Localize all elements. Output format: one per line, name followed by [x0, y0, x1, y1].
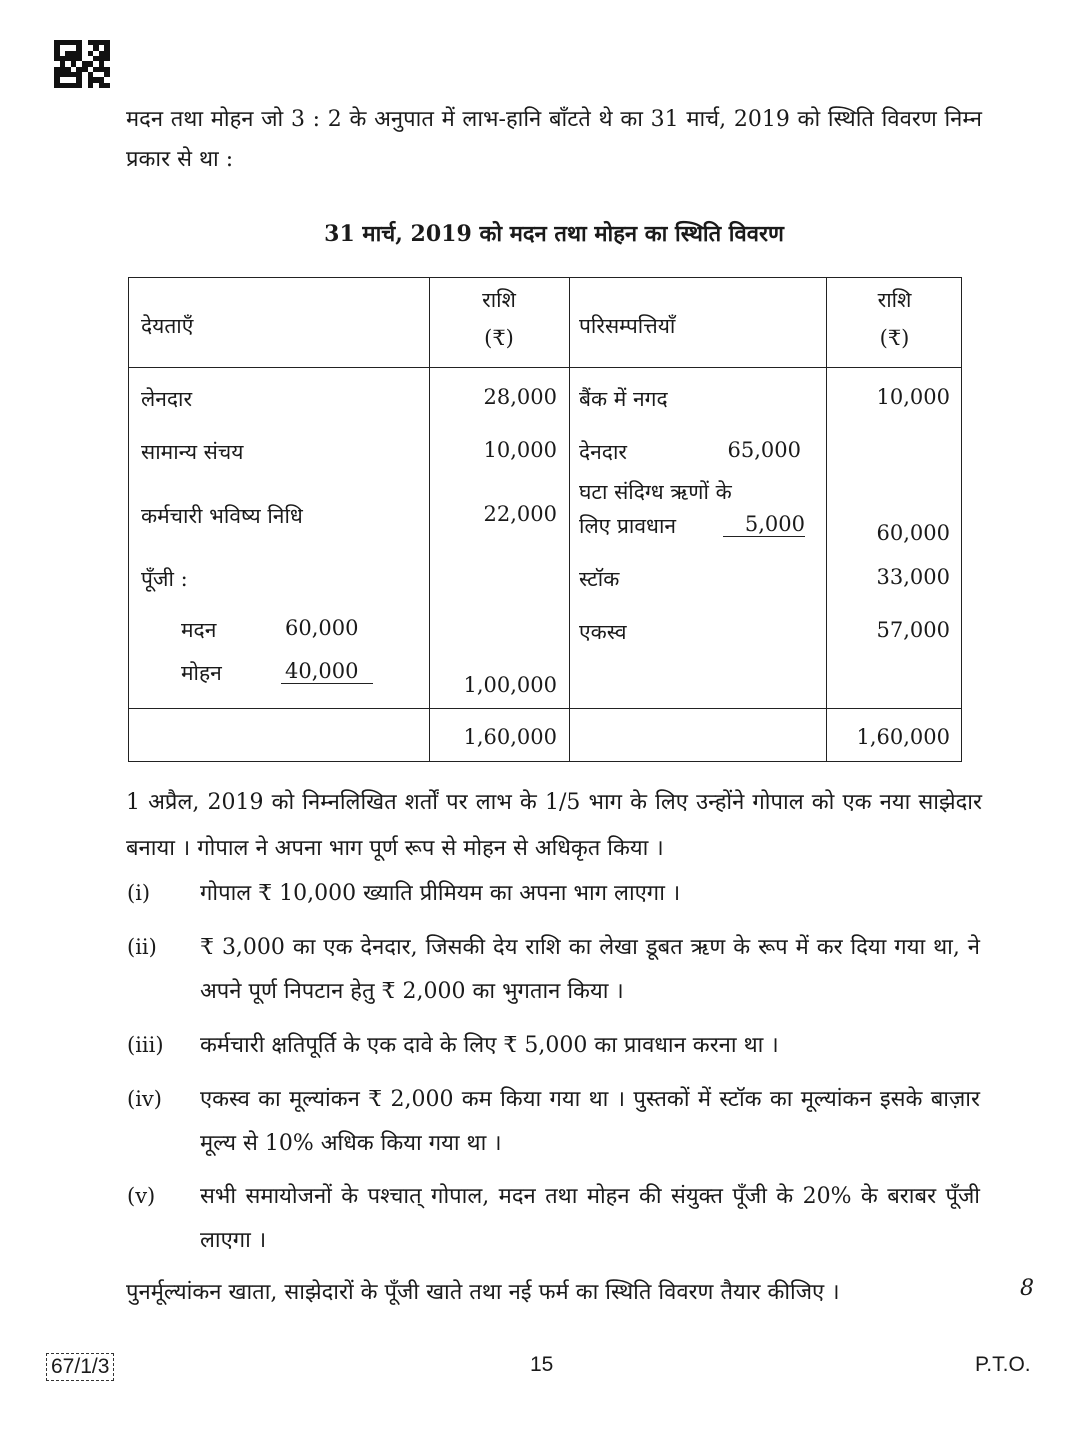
creditors-amount: 28,000 — [483, 385, 557, 409]
pto-label: P.T.O. — [975, 1353, 1031, 1376]
currency-header-right: (₹) — [879, 326, 910, 350]
capital-total: 1,00,000 — [463, 673, 557, 697]
condition-3-text: कर्मचारी क्षतिपूर्ति के एक दावे के लिए ₹ 5,000 का प्रावधान करना था । — [200, 1033, 779, 1058]
total-assets: 1,60,000 — [856, 725, 950, 749]
assets-header: परिसम्पत्तियाँ — [579, 314, 676, 338]
stock-label: स्टॉक — [579, 567, 620, 591]
balance-sheet-table — [128, 277, 962, 762]
amount-header-right: राशि — [877, 288, 912, 312]
condition-5-number: (v) — [127, 1184, 156, 1208]
condition-2-text: ₹ 3,000 का एक देनदार, जिसकी देय राशि का लेखा डूबत ऋण के रूप में कर दिया गया था, ने अपने पूर्ण निपटान हेतु ₹ 2,000 का भुगतान किया । — [200, 935, 980, 1004]
provision-line1: घटा संदिग्ध ऋणों के — [579, 480, 732, 504]
table-title: 31 मार्च, 2019 को मदन तथा मोहन का स्थिति विवरण — [324, 221, 784, 247]
madan-capital: 60,000 — [285, 616, 359, 640]
provident-fund-amount: 22,000 — [483, 502, 557, 526]
currency-header-left: (₹) — [484, 326, 514, 350]
capital-label: पूँजी : — [141, 567, 188, 591]
creditors-label: लेनदार — [141, 387, 193, 411]
condition-3-number: (iii) — [127, 1033, 164, 1057]
paper-code: 67/1/3 — [46, 1353, 114, 1381]
condition-1-text: गोपाल ₹ 10,000 ख्याति प्रीमियम का अपना भाग लाएगा । — [200, 881, 681, 906]
mohan-capital: 40,000 — [281, 659, 373, 684]
provident-fund-label: कर्मचारी भविष्य निधि — [141, 504, 303, 528]
cash-label: बैंक में नगद — [579, 387, 668, 411]
stock-amount: 33,000 — [876, 565, 950, 589]
admission-paragraph: 1 अप्रैल, 2019 को निम्नलिखित शर्तों पर लाभ के 1/5 भाग के लिए उन्होंने गोपाल को एक नया साझेदार बनाया । गोपाल ने अपना भाग पूर्ण रूप से मोहन से अधिकृत किया । — [126, 790, 982, 861]
condition-1-number: (i) — [127, 881, 151, 905]
condition-5-text: सभी समायोजनों के पश्चात् गोपाल, मदन तथा मोहन की संयुक्त पूँजी के 20% के बराबर पूँजी लाएगा । — [200, 1184, 980, 1253]
general-reserve-label: सामान्य संचय — [141, 440, 244, 464]
mohan-label: मोहन — [181, 661, 222, 685]
amount-header-left: राशि — [482, 288, 516, 312]
condition-4-number: (iv) — [127, 1087, 162, 1111]
provision-line2: लिए प्रावधान — [579, 514, 677, 538]
general-reserve-amount: 10,000 — [483, 438, 557, 462]
instruction-text: पुनर्मूल्यांकन खाता, साझेदारों के पूँजी खाते तथा नई फर्म का स्थिति विवरण तैयार कीजिए । — [126, 1280, 840, 1305]
patents-amount: 57,000 — [876, 618, 950, 642]
intro-paragraph: मदन तथा मोहन जो 3 : 2 के अनुपात में लाभ-हानि बाँटते थे का 31 मार्च, 2019 को स्थिति विवरण निम्न प्रकार से था : — [126, 107, 982, 172]
liabilities-header: देयताएँ — [141, 314, 194, 338]
patents-label: एकस्व — [579, 620, 627, 644]
qr-code-icon — [54, 40, 110, 88]
condition-4-text: एकस्व का मूल्यांकन ₹ 2,000 कम किया गया था । पुस्तकों में स्टॉक का मूल्यांकन इसके बाज़ार मूल्य से 10% अधिक किया गया था । — [200, 1087, 980, 1156]
madan-label: मदन — [181, 618, 217, 642]
total-liabilities: 1,60,000 — [463, 725, 557, 749]
marks-label: 8 — [1020, 1276, 1034, 1301]
condition-2-number: (ii) — [127, 935, 157, 959]
debtors-net: 60,000 — [876, 521, 950, 545]
provision-inner: 5,000 — [723, 512, 805, 537]
debtors-label: देनदार — [579, 440, 627, 464]
cash-amount: 10,000 — [876, 385, 950, 409]
debtors-inner: 65,000 — [727, 438, 801, 462]
page-number: 15 — [530, 1353, 554, 1376]
